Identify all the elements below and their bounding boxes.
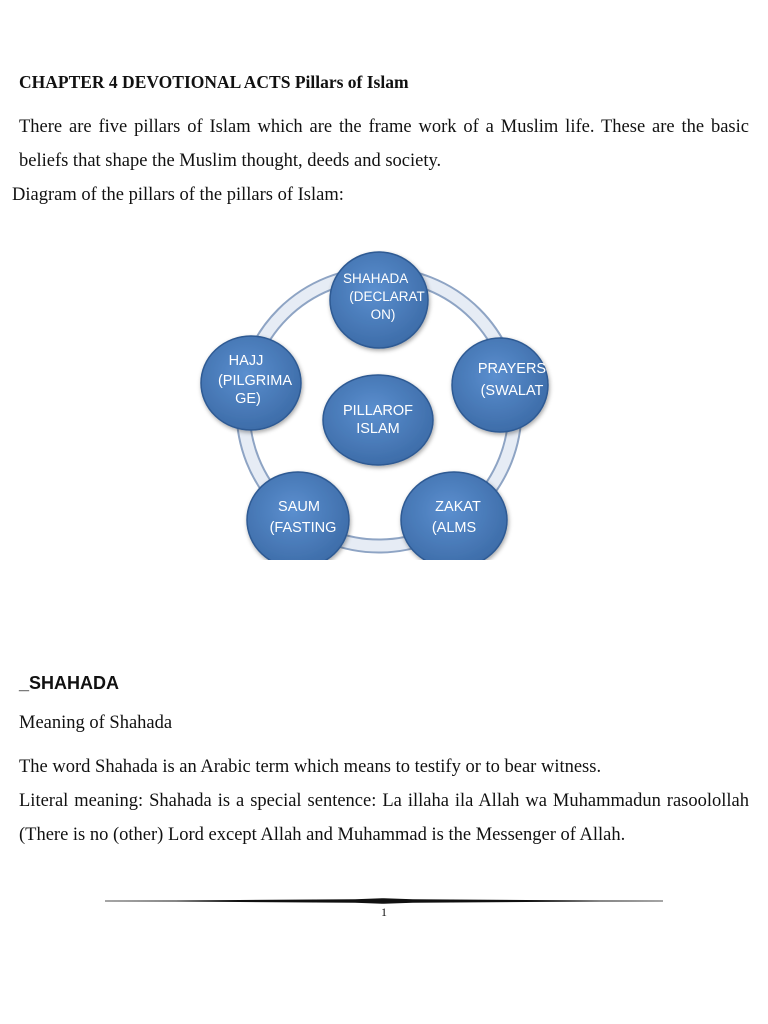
saum-node-line2: (FASTING: [269, 520, 337, 536]
center-node-line2: ISLAM: [356, 421, 400, 437]
shahada-node-line2: (DECLARAT: [349, 289, 425, 304]
prayers-node-line2: (SWALAT: [480, 383, 544, 399]
section-heading-shahada: _SHAHADA: [19, 673, 120, 693]
saum-node-label: [255, 498, 351, 537]
prayers-node-label: [467, 360, 557, 400]
prayers-node-line1: PRAYERS: [477, 361, 547, 377]
meaning-heading: Meaning of Shahada: [19, 713, 173, 733]
zakat-node-line1: ZAKAT: [435, 499, 481, 515]
intro-paragraph: There are five pillars of Islam which are the frame work of a Muslim life. These are the basic beliefs that shape the Muslim thought, deeds and society.: [19, 117, 749, 171]
center-node-line1: PILLAROF: [342, 403, 414, 419]
pillars-diagram: [195, 250, 565, 560]
center-node-label: [323, 402, 433, 438]
zakat-node-label: [408, 498, 508, 537]
diagram-caption: Diagram of the pillars of the pillars of Islam:: [12, 185, 344, 205]
page-number: 1: [381, 905, 387, 919]
shahada-definition: The word Shahada is an Arabic term which means to testify or to bear witness.: [19, 757, 602, 777]
shahada-node-label: [333, 270, 433, 324]
zakat-node-line2: (ALMS: [431, 520, 477, 536]
shahada-literal-meaning: Literal meaning: Shahada is a special sentence: La illaha ila Allah wa Muhammadun rasoolollah (There is no (other) Lord except Allah and Muhammad is the Messenger of Allah.: [19, 791, 749, 845]
hajj-node-label: [205, 352, 305, 408]
shahada-node-line3: ON): [370, 307, 396, 322]
hajj-node-line3: GE): [235, 391, 261, 407]
hajj-node-line2: (PILGRIMA: [217, 373, 293, 389]
hajj-node-line1: HAJJ: [228, 353, 264, 369]
chapter-title: CHAPTER 4 DEVOTIONAL ACTS Pillars of Islam: [19, 72, 409, 92]
saum-node-line1: SAUM: [278, 499, 320, 515]
shahada-node-line1: SHAHADA: [343, 271, 409, 286]
